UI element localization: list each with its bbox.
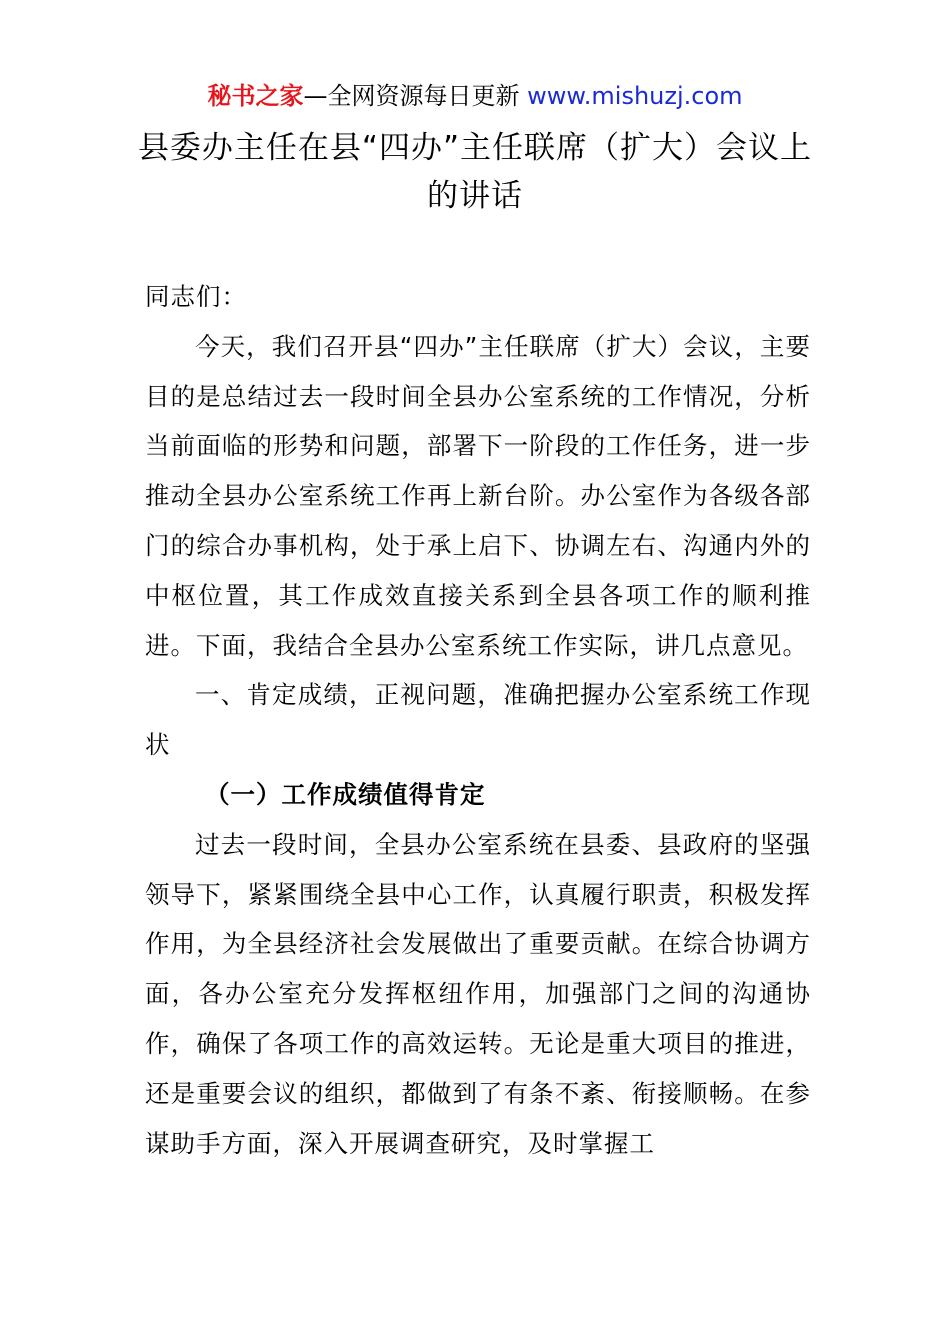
site-url[interactable]: www.mishuzj.com bbox=[527, 82, 743, 110]
intro-paragraph: 今天，我们召开县“四办”主任联席（扩大）会议，主要目的是总结过去一段时间全县办公室系统的工作情况，分析当前面临的形势和问题，部署下一阶段的工作任务，进一步推动全县办公室系统工作再上新台阶。办公室作为各级各部门的综合办事机构，处于承上启下、协调左右、沟通内外的中枢位置，其工作成效直接关系到全县各项工作的顺利推进。下面，我结合全县办公室系统工作实际，讲几点意见。 bbox=[145, 331, 811, 660]
body-paragraph: 过去一段时间，全县办公室系统在县委、县政府的坚强领导下，紧紧围绕全县中心工作，认真履行职责，积极发挥作用，为全县经济社会发展做出了重要贡献。在综合协调方面，各办公室充分发挥枢纽作用，加强部门之间的沟通协作，确保了各项工作的高效运转。无论是重大项目的推进，还是重要会议的组织，都做到了有条不紊、衔接顺畅。在参谋助手方面，深入开展调查研究，及时掌握工 bbox=[145, 829, 811, 1158]
salutation: 同志们： bbox=[145, 282, 247, 311]
document-body bbox=[145, 272, 811, 1168]
site-header bbox=[0, 78, 950, 114]
section-heading: 一、肯定成绩，正视问题，准确把握办公室系统工作现状 bbox=[145, 680, 811, 760]
subsection-heading: （一）工作成绩值得肯定 bbox=[205, 779, 486, 809]
document-title: 县委办主任在县“四办”主任联席（扩大）会议上的讲话 bbox=[137, 130, 813, 214]
header-tagline: —全网资源每日更新 bbox=[303, 82, 528, 110]
brand-name: 秘书之家 bbox=[207, 82, 304, 110]
